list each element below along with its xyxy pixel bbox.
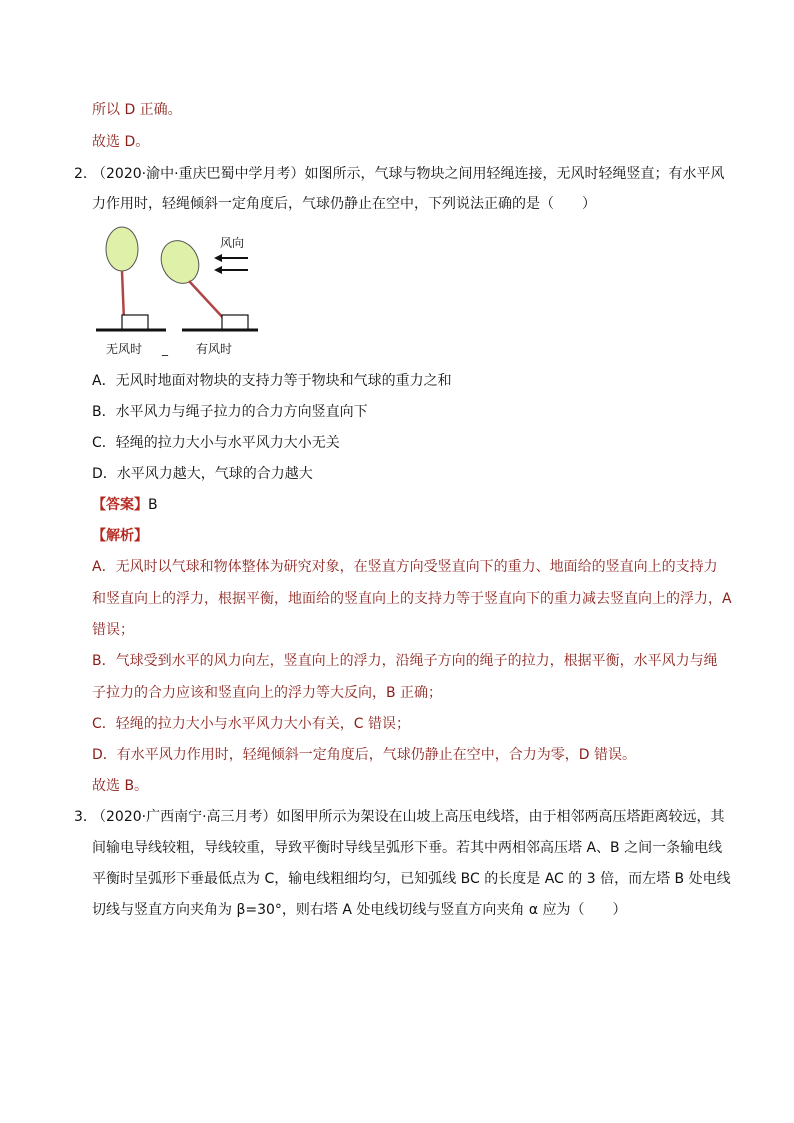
balloon-no-wind xyxy=(106,227,138,271)
answer-value: B xyxy=(148,497,158,513)
question-3-stem-line-1: （2020·广西南宁·高三月考）如图甲所示为架设在山坡上高压电线塔，由于相邻两高压塔距离较远，其 xyxy=(92,809,725,825)
option-a: A．无风时地面对物块的支持力等于物块和气球的重力之和 xyxy=(92,373,452,389)
analysis-line-7: D．有水平风力作用时，轻绳倾斜一定角度后，气球仍静止在空中，合力为零，D 错误。 xyxy=(92,747,637,763)
analysis-line-6: C．轻绳的拉力大小与水平风力大小有关，C 错误； xyxy=(92,716,410,732)
prev-solution-line-2: 故选 D。 xyxy=(92,134,150,150)
question-3-stem-line-3: 平衡时呈弧形下垂最低点为 C，输电线粗细均匀，已知弧线 BC 的长度是 AC 的 3 倍，而左塔 B 处电线 xyxy=(92,871,731,887)
question-2-stem-line-1: （2020·渝中·重庆巴蜀中学月考）如图所示，气球与物块之间用轻绳连接，无风时轻绳竖直；有水平风 xyxy=(92,166,725,182)
wind-arrowhead-1 xyxy=(214,254,222,262)
analysis-tag: 【解析】 xyxy=(92,528,148,544)
analysis-line-3: 错误； xyxy=(92,622,134,638)
option-b: B．水平风力与绳子拉力的合力方向竖直向下 xyxy=(92,404,368,420)
analysis-line-1: A．无风时以气球和物体整体为研究对象，在竖直方向受竖直向下的重力、地面给的竖直向上的支持力 xyxy=(92,559,718,575)
wind-arrowhead-2 xyxy=(214,266,222,274)
question-3-stem-line-4: 切线与竖直方向夹角为 β=30°，则右塔 A 处电线切线与竖直方向夹角 α 应为（ ） xyxy=(92,902,627,918)
block-with-wind xyxy=(222,315,248,330)
rope-no-wind xyxy=(122,271,124,321)
option-d: D．水平风力越大，气球的合力越大 xyxy=(92,466,313,482)
analysis-line-2: 和竖直向上的浮力，根据平衡，地面给的竖直向上的支持力等于竖直向下的重力减去竖直向上的浮力，A xyxy=(92,591,732,607)
analysis-line-5: 子拉力的合力应该和竖直向上的浮力等大反向，B 正确； xyxy=(92,685,443,701)
block-no-wind xyxy=(122,315,148,330)
question-3-stem-line-2: 间输电导线较粗，导线较重，导致平衡时导线呈弧形下垂。若其中两相邻高压塔 A、B 之间一条输电线 xyxy=(92,840,723,856)
balloon-figure xyxy=(92,224,262,364)
question-2-number: 2． xyxy=(74,166,97,182)
answer-tag: 【答案】 xyxy=(92,497,148,513)
question-2-stem-line-2: 力作用时，轻绳倾斜一定角度后，气球仍静止在空中，下列说法正确的是（ ） xyxy=(92,196,596,212)
option-c: C．轻绳的拉力大小与水平风力大小无关 xyxy=(92,435,340,451)
analysis-line-8: 故选 B。 xyxy=(92,778,149,794)
question-3-number: 3． xyxy=(74,809,97,825)
prev-solution-line-1: 所以 D 正确。 xyxy=(92,102,182,118)
rope-with-wind xyxy=(189,281,226,321)
no-wind-label: 无风时 xyxy=(106,342,143,356)
answer-row xyxy=(92,495,158,515)
analysis-line-4: B．气球受到水平的风力向左，竖直向上的浮力，沿绳子方向的绳子的拉力，根据平衡，水平风力与绳 xyxy=(92,653,718,669)
wind-direction-label: 风向 xyxy=(220,236,245,250)
balloon-with-wind xyxy=(154,234,205,289)
with-wind-label: 有风时 xyxy=(196,342,233,356)
figure-separator: _ xyxy=(162,342,168,356)
